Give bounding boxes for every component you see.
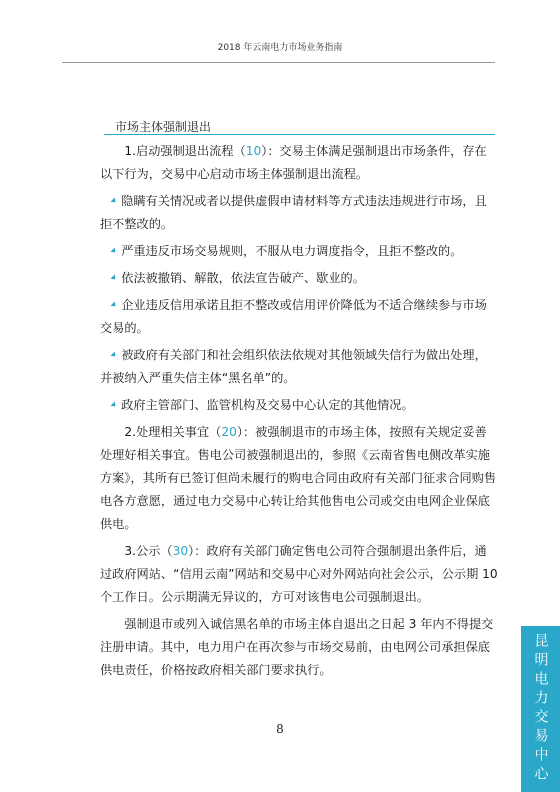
bullet-text: 企业违反信用承诺且拒不整改或信用评价降低为不适合继续参与市场交易的。 xyxy=(100,298,487,335)
step-1-days: 10 xyxy=(245,144,262,158)
step-3-days: 30 xyxy=(172,544,189,558)
bullet-text: 被政府有关部门和社会组织依法依规对其他领域失信行为做出处理，并被纳入严重失信主体“黑名单”的。 xyxy=(100,348,487,385)
diamond-bullet-icon xyxy=(111,301,118,308)
bullet-item xyxy=(100,344,498,390)
bullet-item xyxy=(100,294,498,340)
diamond-bullet-icon xyxy=(111,274,118,281)
paragraph-step-3 xyxy=(100,540,498,609)
section-title-underline xyxy=(104,134,495,135)
body-content xyxy=(100,140,498,686)
side-tab-label: 昆明电力交易中心 xyxy=(532,633,549,785)
paragraph-re-registration: 强制退市或列入诚信黑名单的市场主体自退出之日起 3 年内不得提交注册申请。其中，电力用户在再次参与市场交易前，由电网公司承担保底供电责任，价格按政府相关部门要求执行。 xyxy=(100,617,494,677)
diamond-bullet-icon xyxy=(111,197,118,204)
bullet-text: 严重违反市场交易规则，不服从电力调度指令，且拒不整改的。 xyxy=(121,244,463,258)
step-1-lead: 1.启动强制退出流程（ xyxy=(124,144,246,158)
diamond-bullet-icon xyxy=(111,247,118,254)
step-3-text: ）：政府有关部门确定售电公司符合强制退出条件后，通过政府网站、“信用云南”网站和交易中心对外网站向社会公示，公示期 10 个工作日。公示期满无异议的，方可对该售电公司强制退出。 xyxy=(100,544,498,604)
step-1-text: ）：交易主体满足强制退出市场条件，存在以下行为，交易中心启动市场主体强制退出流程。 xyxy=(100,144,487,181)
diamond-bullet-icon xyxy=(111,401,118,408)
bullet-item xyxy=(100,240,498,263)
bullet-item xyxy=(100,394,498,417)
step-2-text: ）：被强制退市的市场主体，按照有关规定妥善处理好相关事宜。售电公司被强制退出的，参照《云南省售电侧改革实施方案》，其所有已签订但尚未履行的购电合同由政府有关部门征求合同购售电各方意愿，通过电力交易中心转让给其他售电公司或交由电网企业保底供电。 xyxy=(100,425,497,531)
bullet-item xyxy=(100,190,498,236)
bullet-text: 隐瞒有关情况或者以提供虚假申请材料等方式违法违规进行市场，且拒不整改的。 xyxy=(100,194,487,231)
section-title: 市场主体强制退出 xyxy=(115,120,212,134)
page-header-title: 2018 年云南电力市场业务指南 xyxy=(217,43,343,53)
header-divider xyxy=(62,62,495,63)
step-2-days: 20 xyxy=(221,425,237,439)
paragraph-step-2 xyxy=(100,421,498,536)
diamond-bullet-icon xyxy=(111,351,118,358)
paragraph-step-1 xyxy=(100,140,498,186)
page-number: 8 xyxy=(276,722,284,736)
step-2-lead: 2.处理相关事宜（ xyxy=(124,425,222,439)
step-3-lead: 3.公示（ xyxy=(124,544,173,558)
side-tab xyxy=(521,626,560,792)
bullet-text: 依法被撤销、解散，依法宣告破产、歇业的。 xyxy=(121,271,365,285)
bullet-text: 政府主管部门、监管机构及交易中心认定的其他情况。 xyxy=(121,398,414,412)
bullet-item xyxy=(100,267,498,290)
